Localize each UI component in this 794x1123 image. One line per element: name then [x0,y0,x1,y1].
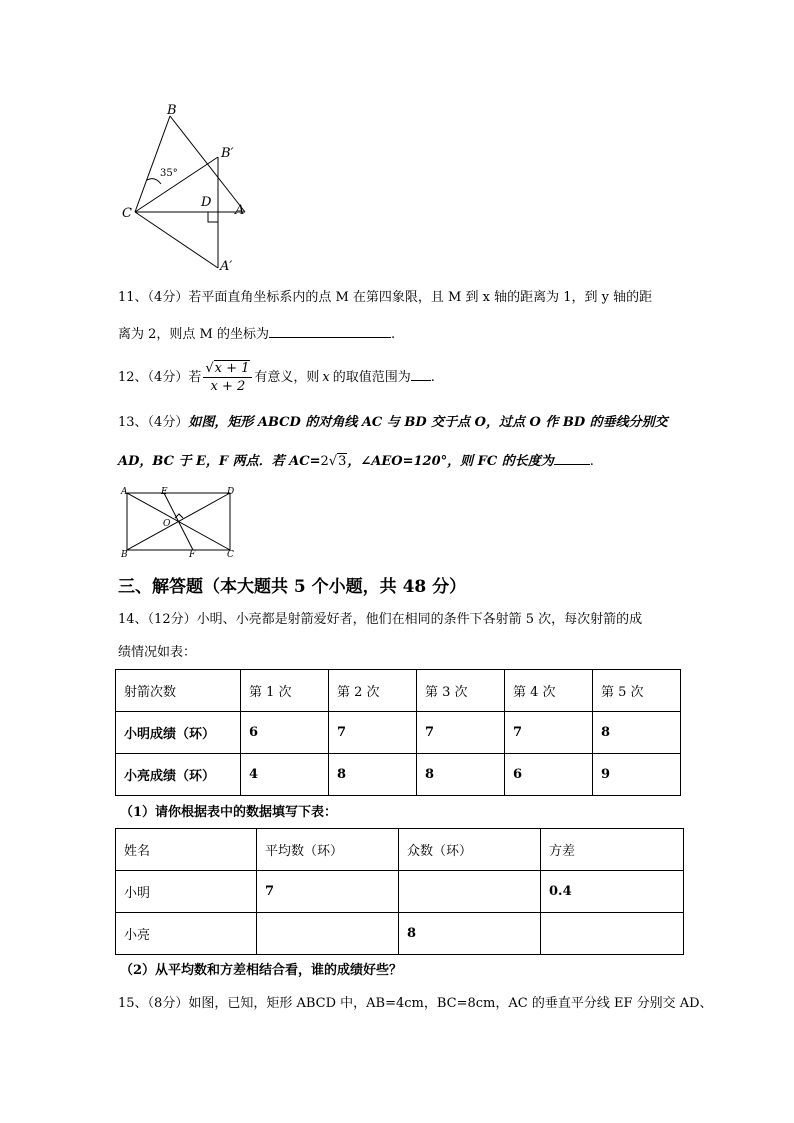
q14-line2 [118,643,196,663]
table-cell: 方差 [541,829,684,871]
q13-text1: 如图，矩形 ABCD 的对角线 AC 与 BD 交于点 O，过点 O 作 BD 的垂线分别交 [188,415,668,430]
table-cell: 小明成绩（环） [116,712,241,754]
q14-sub1: （1）请你根据表中的数据填写下表： [120,805,338,820]
table-cell: 第 5 次 [593,670,681,712]
q11-text2: 离为 2，则点 M 的坐标为 [118,327,269,342]
q12-var: x [322,370,330,385]
label-A: A [235,203,245,218]
table-cell: 8 [417,754,505,796]
table-cell: 8 [593,712,681,754]
q11-line2 [118,323,395,345]
triangle-figure [115,100,265,275]
table-cell: 姓名 [116,829,257,871]
table-cell[interactable] [541,913,684,955]
label-O: O [163,519,171,529]
table-cell: 7 [329,712,417,754]
label-B: B [121,550,128,559]
table-cell: 小亮 [116,913,257,955]
rectangle-figure [115,484,245,559]
q14-number: 14、（12分） [118,612,197,627]
q12-period: . [430,370,435,385]
q14-text2: 绩情况如表： [118,645,197,660]
table-cell: 6 [505,754,593,796]
table-header-row [116,829,684,871]
table-cell: 8 [399,913,541,955]
table-cell: 第 4 次 [505,670,593,712]
q12-radicand: x + 1 [214,361,250,376]
q15-text1: 如图，已知，矩形 ABCD 中，AB=4cm，BC=8cm，AC 的垂直平分线 EF 分别交 AD、 [188,996,713,1011]
q13-text2a: AD，BC 于 E，F 两点．若 AC= [118,454,321,469]
table-cell: 众数（环） [399,829,541,871]
q11-text1: 若平面直角坐标系内的点 M 在第四象限，且 M 到 x 轴的距离为 1，到 y 轴的距 [188,290,653,305]
table-cell: 第 2 次 [329,670,417,712]
table-row [116,913,684,955]
table-row [116,712,681,754]
label-C: C [227,550,234,559]
label-D: D [227,487,235,497]
table-cell: 小亮成绩（环） [116,754,241,796]
table-cell: 6 [241,712,329,754]
q14-sub2: （2）从平均数和方差相结合看，谁的成绩好些？ [120,963,403,978]
table-cell: 7 [505,712,593,754]
table-cell: 平均数（环） [257,829,399,871]
label-B-prime: B′ [221,146,234,161]
table-row [116,871,684,913]
label-E: E [161,487,168,497]
q12-line [118,358,435,398]
table-cell: 小明 [116,871,257,913]
q12-number: 12、（4分） [118,370,189,385]
q11-answer-blank[interactable] [269,323,391,338]
q13-period: . [589,454,594,469]
scores-table [115,669,681,796]
q12-numerator: √x + 1 [203,360,252,378]
q14-text1: 小明、小亮都是射箭爱好者，他们在相同的条件下各射箭 5 次，每次射箭的成 [196,612,643,627]
stats-table [115,828,684,955]
q12-post2: 的取值范围为 [332,370,411,385]
q13-answer-blank[interactable] [554,450,590,465]
table-header-row [116,670,681,712]
label-D: D [201,195,212,210]
table-row [116,754,681,796]
label-F: F [189,550,196,559]
table-cell: 8 [329,754,417,796]
q11-line1 [118,288,652,308]
q12-denominator: x + 2 [210,379,246,394]
table-cell: 射箭次数 [116,670,241,712]
q13-line2: AD，BC 于 E，F 两点．若 AC=2√3，∠AEO=120°，则 FC 的长度为 . [118,450,594,472]
label-C: C [122,206,132,221]
table-cell[interactable] [257,913,399,955]
q13-coef: 2 [320,454,329,469]
q11-number: 11、（4分） [118,290,189,305]
table-cell: 第 3 次 [417,670,505,712]
table-cell[interactable] [399,871,541,913]
q15-number: 15、（8分） [118,996,189,1011]
table-cell: 第 1 次 [241,670,329,712]
q13-line1 [118,413,668,433]
q12-answer-blank[interactable] [411,366,431,381]
angle-label: 35° [160,168,178,179]
q13-text2b: ，∠AEO=120°，则 FC 的长度为 [347,454,554,469]
q14-line1 [118,610,642,630]
table-cell: 9 [593,754,681,796]
q15-line1 [118,994,713,1014]
label-A-prime: A′ [220,259,233,274]
q11-period: . [390,327,396,342]
q12-pre: 若 [188,370,202,385]
q12-post: 有意义，则 [254,370,320,385]
section-heading: 三、解答题（本大题共 5 个小题，共 48 分） [118,577,467,597]
q13-number: 13、（4分） [118,415,189,430]
table-cell: 7 [417,712,505,754]
q13-root: 3 [338,454,347,469]
label-A: A [121,487,128,497]
q12-fraction [203,360,252,395]
table-cell: 7 [257,871,399,913]
table-cell: 0.4 [541,871,684,913]
label-B: B [167,103,177,118]
table-cell: 4 [241,754,329,796]
